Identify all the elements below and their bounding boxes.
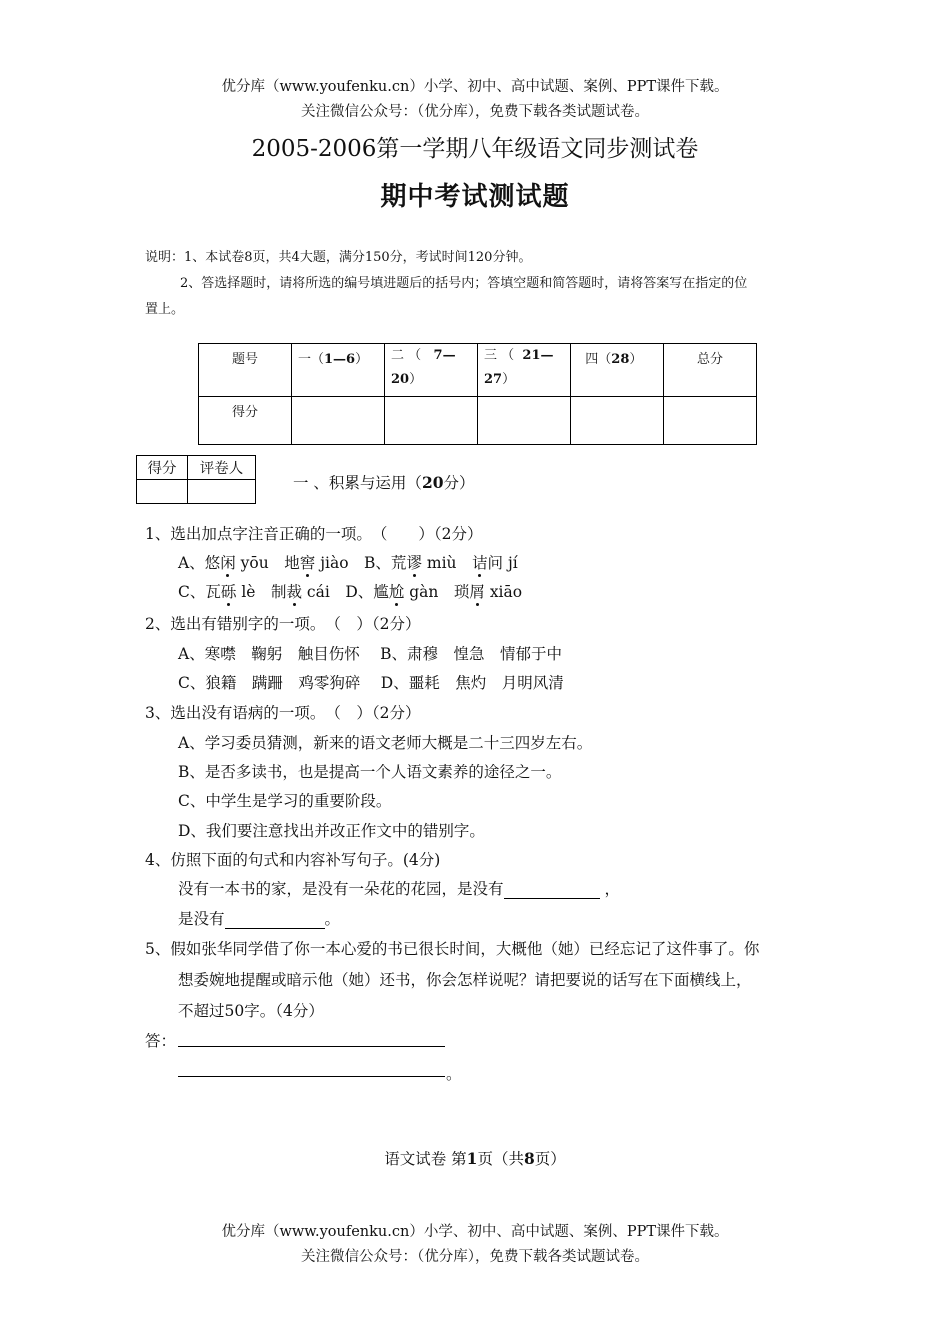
question-3-option-a: A、学习委员猜测，新来的语文老师大概是二十三四岁左右。 [178, 734, 593, 752]
question-1-line-1: A、悠闲 yōu 地窖 jiào B、荒谬 miù 诘问 jí [178, 554, 518, 572]
score-table-col-1: 一（1—6） [292, 344, 385, 397]
question-1-line-2: C、瓦砾 lè 制裁 cái D、尴尬 gàn 琐屑 xiāo [178, 583, 523, 601]
question-4-line-1: 没有一本书的家，是没有一朵花的花园，是没有 ， [178, 880, 620, 898]
page-number: 语文试卷 第1页（共8页） [384, 1149, 566, 1168]
score-cell-total[interactable] [664, 397, 757, 445]
question-5-line-3: 不超过50字。（4分） [178, 1002, 324, 1020]
score-table-score-label: 得分 [199, 397, 292, 445]
score-table-col-2: 二 （ 7— 20） [385, 344, 478, 397]
instruction-line-1: 说明：1、本试卷8页，共4大题，满分150分，考试时间120分钟。 [145, 250, 532, 265]
grader-name-label: 评卷人 [188, 456, 256, 480]
question-4-line-2: 是没有 。 [178, 910, 341, 928]
question-3-option-c: C、中学生是学习的重要阶段。 [178, 792, 392, 810]
question-5-line-2: 想委婉地提醒或暗示他（她）还书，你会怎样说呢？请把要说的话写在下面横线上， [178, 971, 752, 989]
footer-line-2: 关注微信公众号：（优分库），免费下载各类试题试卷。 [301, 1249, 649, 1265]
instruction-line-3: 置上。 [145, 302, 185, 317]
grader-name-cell[interactable] [188, 480, 256, 504]
instruction-line-2: 2、答选择题时，请将所选的编号填进题后的括号内；答填空题和简答题时，请将答案写在指定的位 [180, 276, 748, 291]
score-table-col-3: 三 （ 21— 27） [478, 344, 571, 397]
exam-subtitle: 期中考试测试题 [380, 182, 570, 212]
score-cell-2[interactable] [385, 397, 478, 445]
answer-line-2[interactable] [178, 1076, 445, 1077]
header-line-2: 关注微信公众号：（优分库），免费下载各类试题试卷。 [301, 104, 649, 120]
score-cell-3[interactable] [478, 397, 571, 445]
score-table [198, 343, 757, 445]
question-1-stem: 1、选出加点字注音正确的一项。 （ ）（2分） [145, 525, 483, 543]
grader-table [136, 455, 256, 504]
grader-score-cell[interactable] [137, 480, 188, 504]
question-3-option-b: B、是否多读书，也是提高一个人语文素养的途径之一。 [178, 763, 562, 781]
question-4-blank-1[interactable] [504, 880, 600, 899]
header-line-1: 优分库（www.youfenku.cn）小学、初中、高中试题、案例、PPT课件下载。 [221, 79, 729, 95]
exam-title: 2005-2006第一学期八年级语文同步测试卷 [251, 136, 699, 162]
score-cell-4[interactable] [571, 397, 664, 445]
section-1-title: 一 、积累与运用（20分） [293, 473, 475, 492]
grader-score-label: 得分 [137, 456, 188, 480]
question-3-stem: 3、选出没有语病的一项。 （ ）（2分） [145, 704, 421, 722]
question-2-line-1: A、寒噤 鞠躬 触目伤怀 B、肃穆 惶急 情郁于中 [178, 645, 563, 663]
footer-line-1: 优分库（www.youfenku.cn）小学、初中、高中试题、案例、PPT课件下载。 [221, 1224, 729, 1240]
question-5-line-1: 5、假如张华同学借了你一本心爱的书已很长时间，大概他（她）已经忘记了这件事了。你 [145, 940, 760, 958]
question-4-blank-2[interactable] [225, 910, 325, 929]
score-table-col-total: 总分 [664, 344, 757, 397]
question-3-option-d: D、我们要注意找出并改正作文中的错别字。 [178, 822, 485, 840]
question-2-line-2: C、狼籍 蹒跚 鸡零狗碎 D、噩耗 焦灼 月明风清 [178, 674, 564, 692]
score-table-col-4: 四（28） [571, 344, 664, 397]
answer-label: 答： [145, 1032, 177, 1050]
question-2-stem: 2、选出有错别字的一项。 （ ）（2分） [145, 615, 421, 633]
answer-end-mark: 。 [446, 1065, 462, 1083]
score-cell-1[interactable] [292, 397, 385, 445]
score-table-header-label: 题号 [199, 344, 292, 397]
answer-line-1[interactable] [178, 1046, 445, 1047]
question-4-stem: 4、仿照下面的句式和内容补写句子。(4分) [145, 851, 441, 869]
